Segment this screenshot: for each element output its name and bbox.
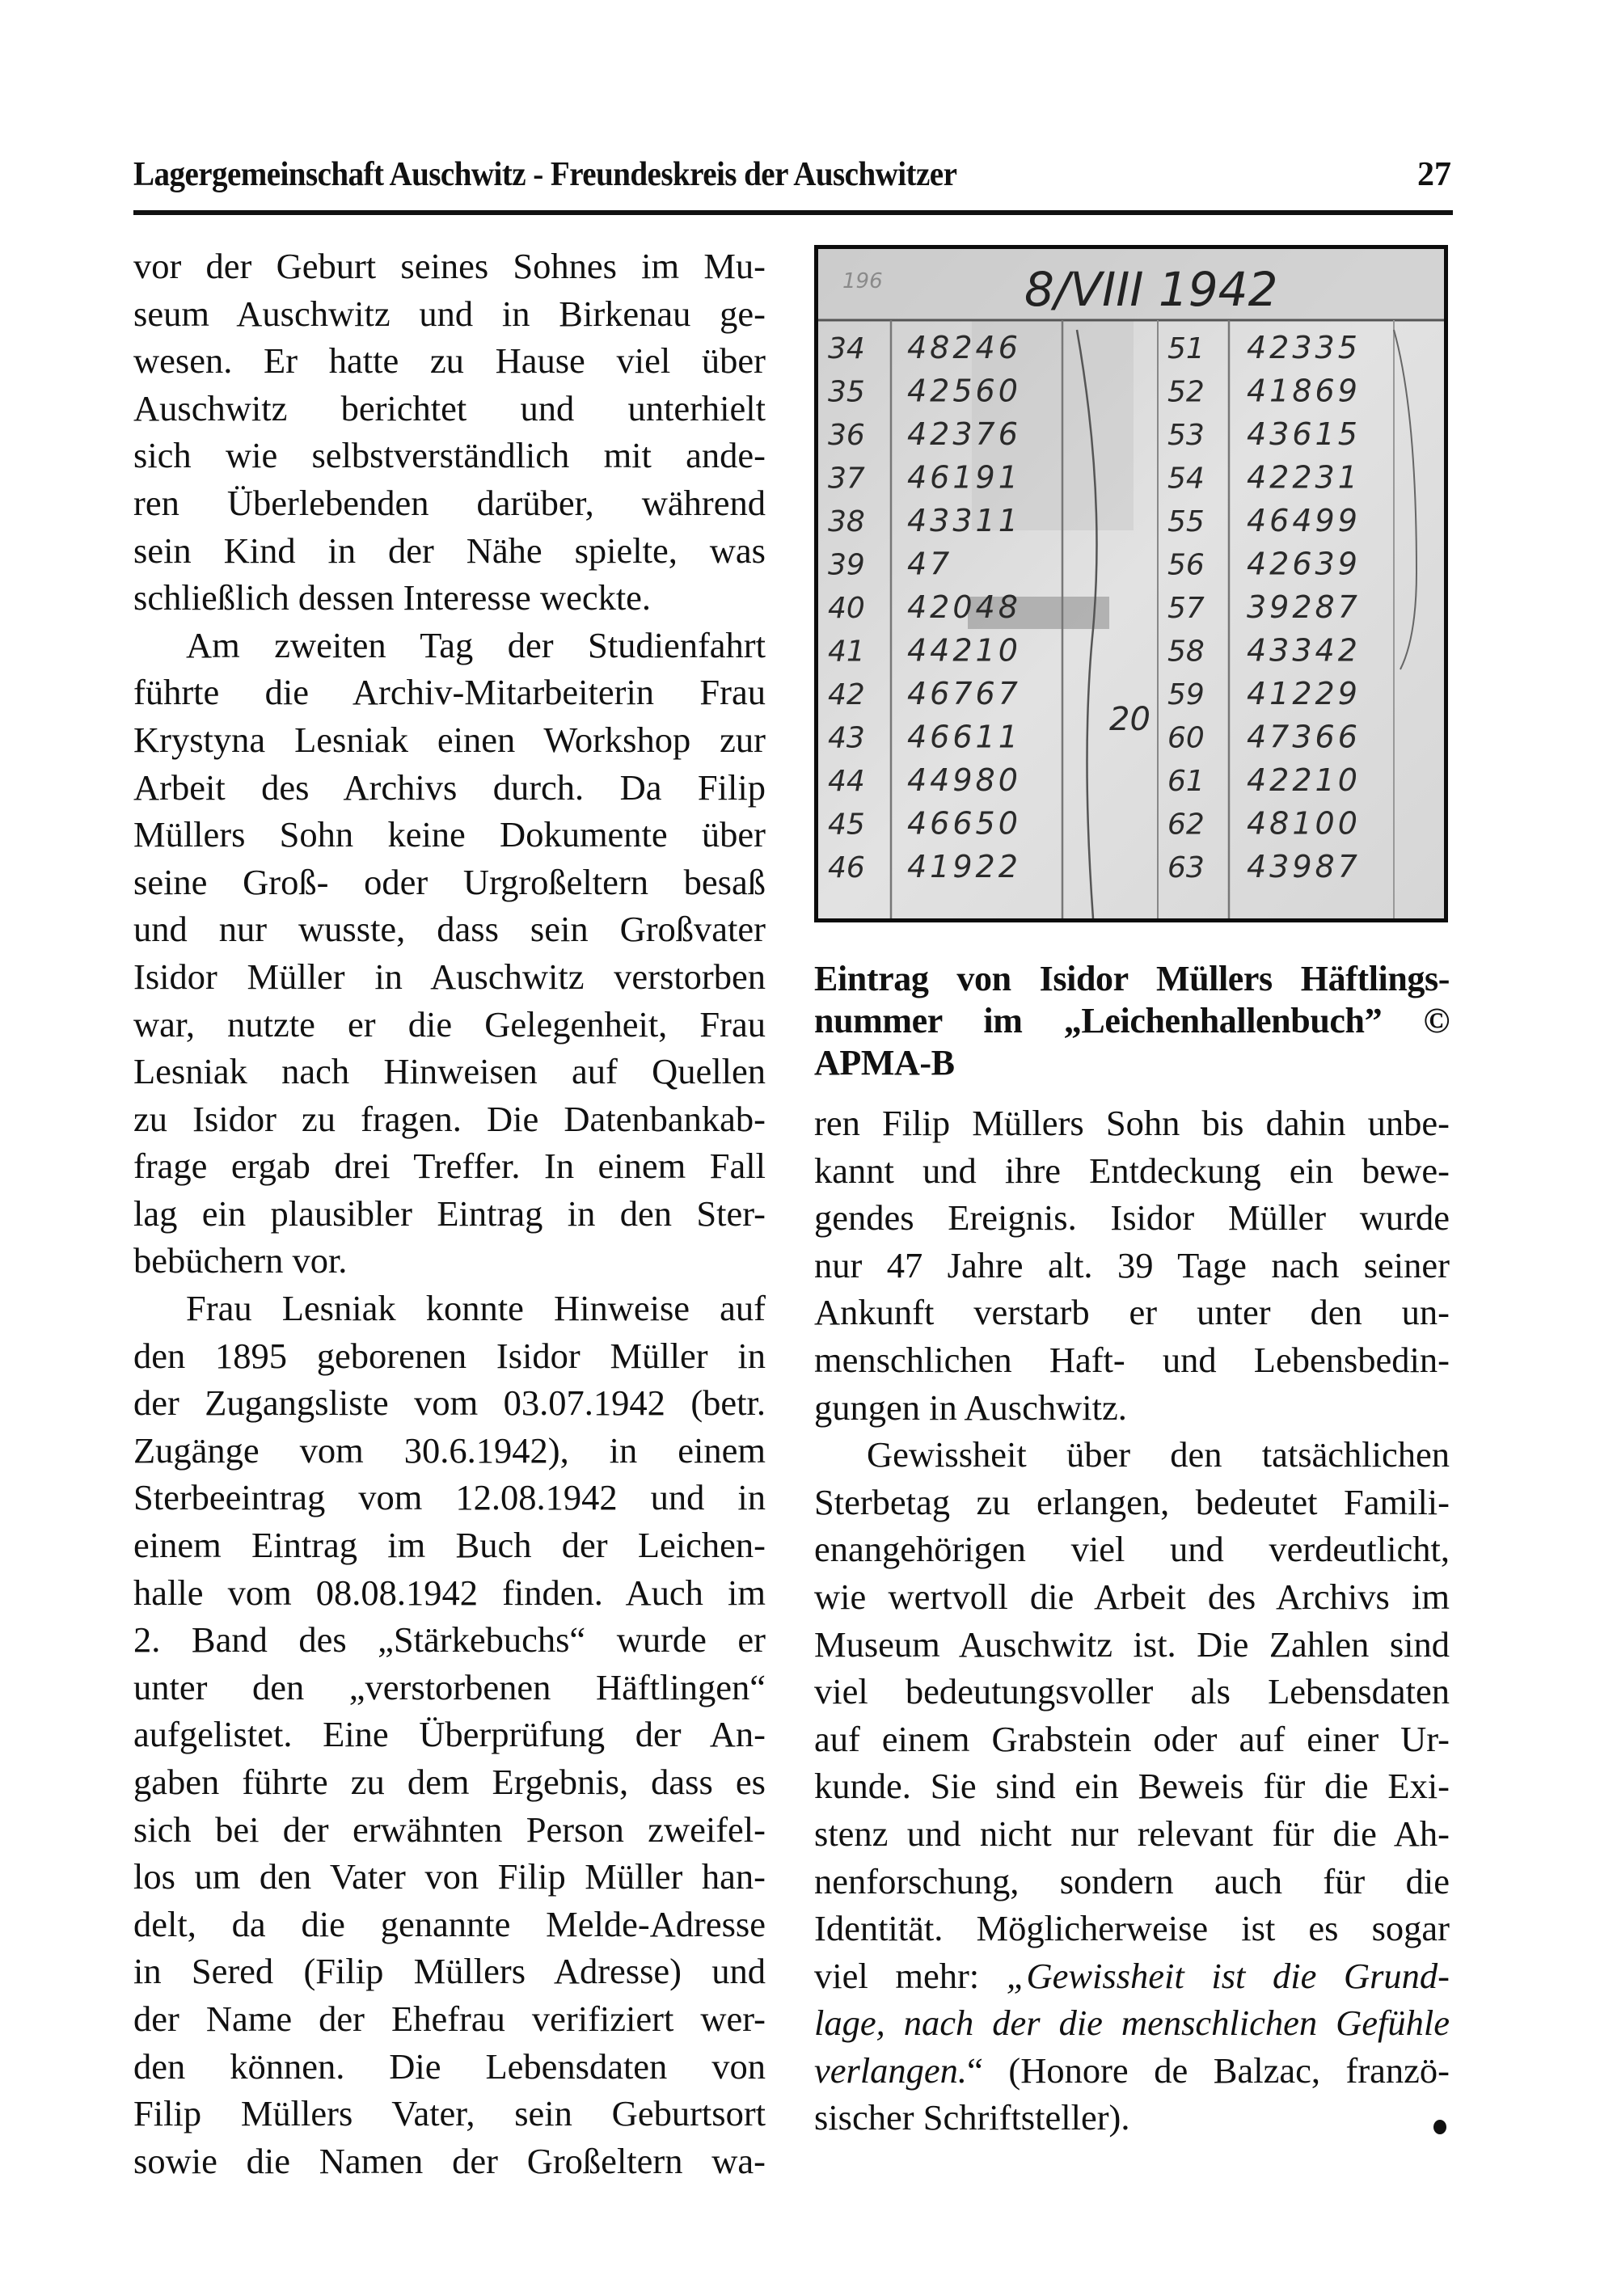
text-line: einem Eintrag im Buch der Leichen-: [133, 1525, 766, 1566]
header-rule: [133, 210, 1453, 215]
text-line: viel bedeutungsvoller als Lebensdaten: [814, 1671, 1450, 1712]
ledger-photo: [814, 245, 1448, 922]
right-column: [814, 1099, 1450, 2142]
ledger-row-number: 46: [828, 851, 865, 884]
ledger-row-number: 61: [1167, 765, 1205, 798]
ledger-row-number: 39: [828, 548, 865, 582]
ledger-row-number: 37: [828, 462, 865, 496]
caption-line: nummer im „Leichenhallenbuch” ©: [814, 1001, 1450, 1040]
text-line: bebüchern vor.: [133, 1240, 348, 1281]
text-line: aufgelistet. Eine Überprüfung der An-: [133, 1714, 766, 1755]
article-end-bullet: [1433, 2120, 1446, 2134]
quote-text: verlangen.: [814, 2049, 968, 2091]
paragraph-start-line: Frau Lesniak konnte Hinweise auf: [186, 1288, 766, 1329]
ledger-row-number: 34: [828, 332, 865, 365]
ledger-prisoner-number: 41922: [907, 849, 1021, 884]
text-line: führte die Archiv-Mitarbeiterin Frau: [133, 672, 766, 713]
header-title: Lagergemeinschaft Auschwitz - Freundeskreis der Auschwitzer: [133, 156, 957, 193]
text-line: Sterbetag zu erlangen, bedeutet Famili-: [814, 1481, 1450, 1522]
ledger-prisoner-number: 43311: [907, 503, 1021, 538]
ledger-prisoner-number: 46650: [907, 805, 1021, 842]
text-line: sowie die Namen der Großeltern wa-: [133, 2140, 766, 2181]
text-line: halle vom 08.08.1942 finden. Auch im: [133, 1572, 766, 1613]
text-line: nur 47 Jahre alt. 39 Tage nach seiner: [814, 1244, 1450, 1285]
quote-start-line: [814, 1952, 1450, 2000]
caption-line: Eintrag von Isidor Müllers Häftlings-: [814, 959, 1450, 998]
quote-end-line: [814, 2047, 1450, 2095]
text-line: schließlich dessen Interesse weckte.: [133, 577, 652, 618]
text-line: und nur wusste, dass sein Großvater: [133, 909, 766, 950]
text-line: wesen. Er hatte zu Hause viel über: [133, 340, 766, 382]
text-line: Isidor Müller in Auschwitz verstorben: [133, 956, 766, 997]
ledger-corner-note: 196: [842, 269, 883, 293]
text-line: den 1895 geborenen Isidor Müller in: [133, 1335, 766, 1376]
text-line: sischer Schriftsteller).: [814, 2097, 1130, 2138]
ledger-prisoner-number: 47366: [1247, 719, 1361, 755]
ledger-prisoner-number: 46499: [1247, 503, 1361, 538]
ledger-row-number: 43: [828, 721, 865, 755]
ledger-row-number: 45: [828, 808, 865, 842]
caption-line: APMA-B: [814, 1043, 955, 1083]
ledger-row-number: 57: [1167, 592, 1205, 625]
text-line: ren Überlebenden darüber, während: [133, 482, 766, 523]
ledger-row-number: 41: [828, 635, 865, 669]
ledger-row-number: 56: [1167, 548, 1205, 582]
text-line: der Name der Ehefrau verifiziert wer-: [133, 1998, 766, 2039]
ledger-date: 8/VIII 1942: [1024, 262, 1278, 317]
text-line: Lesniak nach Hinweisen auf Quellen: [133, 1051, 766, 1092]
text-line: wie wertvoll die Arbeit des Archivs im: [814, 1576, 1450, 1617]
ledger-prisoner-number: 42210: [1247, 762, 1361, 798]
text-line: Müllers Sohn keine Dokumente über: [133, 814, 766, 855]
quote-line: lage, nach der die menschlichen Gefühle: [814, 2003, 1450, 2044]
text-line: gendes Ereignis. Isidor Müller wurde: [814, 1197, 1450, 1239]
ledger-row-number: 63: [1167, 851, 1205, 884]
ledger-row-number: 55: [1167, 505, 1205, 538]
ledger-side-number: 20: [1109, 701, 1150, 738]
text-line: sich wie selbstverständlich mit ande-: [133, 435, 766, 476]
ledger-prisoner-number: 48246: [907, 330, 1021, 365]
text-line: Filip Müllers Vater, sein Geburtsort: [133, 2093, 766, 2134]
ledger-row-number: 53: [1167, 419, 1205, 452]
ledger-prisoner-number: 39287: [1247, 589, 1361, 625]
running-header: [133, 155, 1451, 213]
text-line: frage ergab drei Treffer. In einem Fall: [133, 1146, 766, 1187]
ledger-prisoner-number: 41229: [1247, 676, 1361, 711]
text-line: Ankunft verstarb er unter den un-: [814, 1292, 1450, 1333]
ledger-prisoner-number: 46611: [907, 719, 1021, 755]
quote-attribution: “ (Honore de Balzac, franzö-: [967, 2049, 1450, 2091]
figure-caption: [814, 958, 1450, 1084]
ledger-prisoner-number: 41869: [1247, 373, 1361, 409]
ledger-prisoner-number: 43615: [1247, 416, 1361, 452]
text-line: ren Filip Müllers Sohn bis dahin unbe-: [814, 1103, 1450, 1143]
ledger-scan-image: [818, 249, 1444, 918]
text-line: Arbeit des Archivs durch. Da Filip: [133, 766, 766, 808]
text-line: den können. Die Lebensdaten von: [133, 2045, 766, 2087]
paragraph-start-line: Gewissheit über den tatsächlichen: [867, 1434, 1450, 1475]
text-line: Museum Auschwitz ist. Die Zahlen sind: [814, 1623, 1450, 1665]
ledger-prisoner-number: 44210: [907, 632, 1021, 669]
ledger-prisoner-number: 42335: [1247, 330, 1361, 365]
left-column: [133, 243, 766, 2184]
text-line: Auschwitz berichtet und unterhielt: [133, 387, 766, 428]
ledger-prisoner-number: 42231: [1247, 459, 1361, 496]
text-line: enangehörigen viel und verdeutlicht,: [814, 1529, 1450, 1570]
quote-text: „Gewissheit ist die Grund-: [1006, 1955, 1450, 1996]
ledger-prisoner-number: 48100: [1247, 805, 1361, 842]
ledger-prisoner-number: 44980: [907, 762, 1021, 798]
text-line: seine Groß- oder Urgroßeltern besaß: [133, 861, 766, 902]
text-line: auf einem Grabstein oder auf einer Ur-: [814, 1718, 1450, 1759]
text-line: sich bei der erwähnten Person zweifel-: [133, 1809, 766, 1850]
ledger-row-number: 59: [1167, 678, 1205, 711]
text-line: sein Kind in der Nähe spielte, was: [133, 530, 766, 571]
text-line: nenforschung, sondern auch für die: [814, 1860, 1450, 1901]
ledger-row-number: 35: [828, 375, 865, 409]
text-line: in Sered (Filip Müllers Adresse) und: [133, 1951, 766, 1992]
text-line: zu Isidor zu fragen. Die Datenbankab-: [133, 1098, 766, 1139]
text-line: kannt und ihre Entdeckung ein bewe-: [814, 1150, 1450, 1191]
text-line: delt, da die genannte Melde-Adresse: [133, 1903, 766, 1944]
ledger-row-number: 62: [1167, 808, 1205, 842]
text-line: Zugänge vom 30.6.1942), in einem: [133, 1429, 766, 1471]
text-line: war, nutzte er die Gelegenheit, Frau: [133, 1003, 766, 1045]
text-line: menschlichen Haft- und Lebensbedin-: [814, 1339, 1450, 1380]
text-line: seum Auschwitz und in Birkenau ge-: [133, 293, 766, 334]
ledger-row-number: 51: [1167, 332, 1205, 365]
ledger-prisoner-number: 42048: [907, 589, 1021, 625]
text-line: Krystyna Lesniak einen Workshop zur: [133, 719, 766, 760]
text-line: unter den „verstorbenen Häftlingen“: [133, 1666, 766, 1707]
ledger-row-number: 44: [828, 765, 865, 798]
ledger-prisoner-number: 42560: [907, 373, 1021, 409]
ledger-prisoner-number: 43987: [1247, 849, 1361, 884]
text-line: 2. Band des „Stärkebuchs“ wurde er: [133, 1619, 766, 1661]
text-line: gungen in Auschwitz.: [814, 1386, 1127, 1428]
ledger-row-number: 40: [828, 592, 865, 625]
text-line: Sterbeeintrag vom 12.08.1942 und in: [133, 1477, 766, 1518]
ledger-row-number: 58: [1167, 635, 1205, 669]
ledger-row-number: 42: [828, 678, 865, 711]
text-line: kunde. Sie sind ein Beweis für die Exi-: [814, 1766, 1450, 1807]
text-line: los um den Vater von Filip Müller han-: [133, 1856, 766, 1897]
ledger-prisoner-number: 42639: [1247, 546, 1361, 582]
text-line: stenz und nicht nur relevant für die Ah-: [814, 1813, 1450, 1854]
quote-prefix: viel mehr:: [814, 1955, 1007, 1996]
ledger-row-number: 52: [1167, 375, 1205, 409]
ledger-row-number: 54: [1167, 462, 1205, 496]
paragraph-start-line: Am zweiten Tag der Studienfahrt: [186, 624, 766, 665]
text-line: Identität. Möglicherweise ist es sogar: [814, 1908, 1450, 1949]
text-line: vor der Geburt seines Sohnes im Mu-: [133, 246, 766, 286]
page-number: 27: [1417, 156, 1451, 193]
ledger-prisoner-number: 46191: [907, 459, 1021, 496]
ledger-prisoner-number: 43342: [1247, 632, 1361, 669]
text-line: der Zugangsliste vom 03.07.1942 (betr.: [133, 1382, 766, 1424]
ledger-row-number: 36: [828, 419, 865, 452]
ledger-prisoner-number: 47: [907, 546, 953, 582]
text-line: gaben führte zu dem Ergebnis, dass es: [133, 1762, 766, 1802]
ledger-row-number: 60: [1167, 721, 1205, 755]
ledger-row-number: 38: [828, 505, 865, 538]
ledger-prisoner-number: 46767: [907, 676, 1021, 711]
ledger-prisoner-number: 42376: [907, 416, 1021, 452]
text-line: lag ein plausibler Eintrag in den Ster-: [133, 1192, 766, 1234]
